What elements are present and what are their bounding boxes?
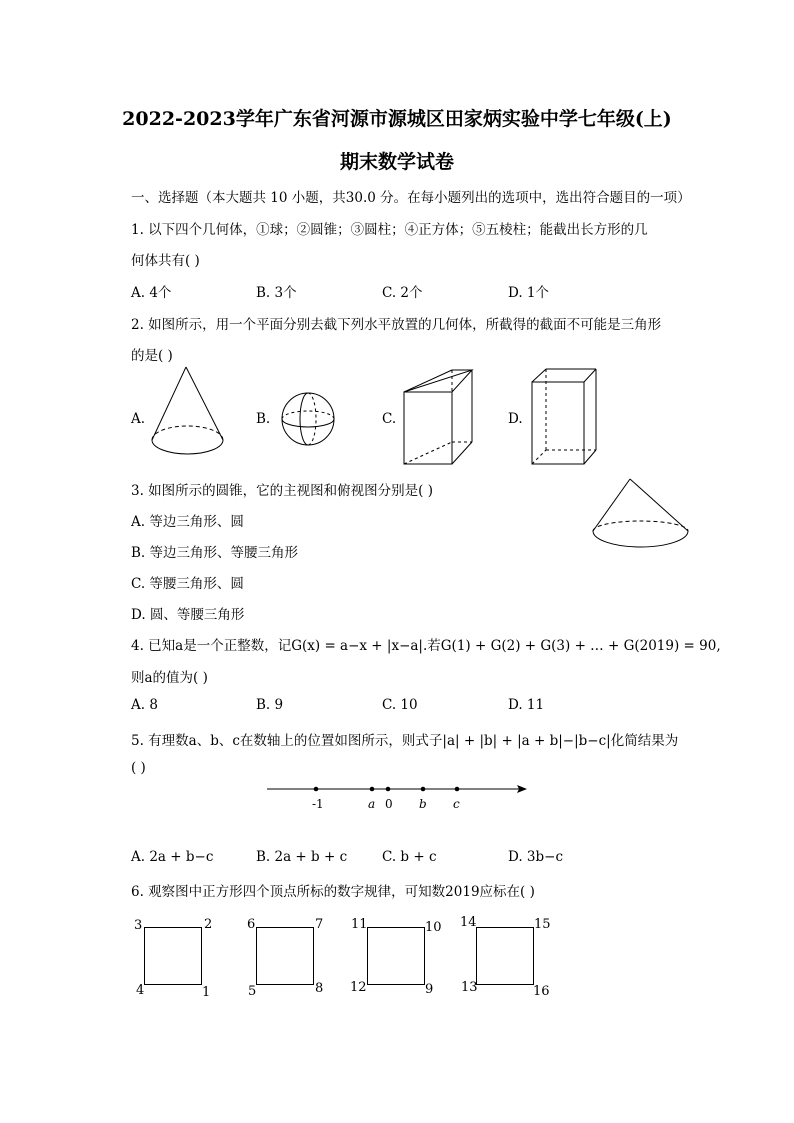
- square-1: [144, 927, 202, 985]
- q4-stem-line1: 4. 已知a是一个正整数，记G(x) = a−x + |x−a|.若G(1) + G(2) + G(3) + … + G(2019) = 90,: [131, 638, 721, 654]
- square-3-br: 9: [425, 982, 434, 997]
- square-1-tr: 2: [204, 917, 213, 932]
- q4-option-d: D. 11: [508, 697, 545, 713]
- q5-option-b: B. 2a + b + c: [256, 849, 348, 865]
- point-neg1: [314, 787, 319, 792]
- square-1-bl: 4: [136, 983, 145, 998]
- q2-stem-line1: 2. 如图所示，用一个平面分别去截下列水平放置的几何体，所截得的截面不可能是三角形: [131, 317, 662, 333]
- q5-option-a: A. 2a + b−c: [131, 849, 214, 865]
- square-2: [256, 927, 314, 985]
- square-2-bl: 5: [248, 984, 257, 999]
- q1-stem-line1: 1. 以下四个几何体，①球；②圆锥；③圆柱；④正方体；⑤五棱柱；能截出长方形的几: [131, 222, 648, 238]
- page-subtitle: 期末数学试卷: [339, 151, 454, 173]
- q3-option-c: C. 等腰三角形、圆: [131, 576, 244, 592]
- triangular-prism-figure: [400, 366, 480, 470]
- axis-label-b: b: [419, 797, 427, 811]
- point-a: [370, 787, 375, 792]
- square-4-br: 16: [533, 984, 550, 999]
- q5-stem-line2: ( ): [131, 760, 146, 776]
- q3-stem: 3. 如图所示的圆锥，它的主视图和俯视图分别是( ): [131, 483, 433, 499]
- q2-label-c: C.: [382, 411, 397, 427]
- q5-option-c: C. b + c: [382, 849, 437, 865]
- square-4-tl: 14: [460, 915, 477, 930]
- axis-label-a: a: [368, 797, 376, 811]
- q2-label-b: B.: [256, 411, 271, 427]
- q2-stem-line2: 的是( ): [131, 348, 173, 364]
- point-c: [455, 787, 460, 792]
- page-title: 2022-2023学年广东省河源市源城区田家炳实验中学七年级(上): [122, 108, 672, 130]
- q1-option-a: A. 4个: [131, 285, 172, 301]
- point-b: [421, 787, 426, 792]
- q3-option-d: D. 圆、等腰三角形: [131, 607, 245, 623]
- square-2-br: 8: [315, 981, 324, 996]
- q1-option-d: D. 1个: [508, 285, 550, 301]
- q5-option-d: D. 3b−c: [508, 849, 564, 865]
- point-0: [386, 787, 391, 792]
- q3-option-b: B. 等边三角形、等腰三角形: [131, 545, 299, 561]
- axis-label-c: c: [453, 797, 460, 811]
- q1-option-b: B. 3个: [256, 285, 297, 301]
- square-3-tr: 10: [425, 920, 442, 935]
- cuboid-figure: [528, 366, 600, 468]
- square-2-tl: 6: [247, 917, 256, 932]
- q4-option-a: A. 8: [131, 697, 158, 713]
- q2-label-a: A.: [131, 411, 146, 427]
- q4-option-b: B. 9: [256, 697, 284, 713]
- cone-figure: [148, 364, 228, 460]
- axis-label-neg1: -1: [312, 797, 324, 811]
- section-heading: 一、选择题（本大题共 10 小题，共30.0 分。在每小题列出的选项中，选出符合题目的一项）: [131, 190, 691, 206]
- sphere-figure: [279, 390, 339, 450]
- square-3-tl: 11: [351, 917, 368, 932]
- q3-cone-figure: [590, 476, 700, 552]
- q4-option-c: C. 10: [382, 697, 418, 713]
- q2-label-d: D.: [508, 411, 523, 427]
- q1-stem-line2: 何体共有( ): [131, 253, 200, 269]
- square-4-tr: 15: [534, 917, 551, 932]
- q4-stem-line2: 则a的值为( ): [131, 670, 208, 686]
- q3-option-a: A. 等边三角形、圆: [131, 514, 244, 530]
- square-4-bl: 13: [461, 980, 478, 995]
- number-line: [265, 780, 535, 816]
- square-1-br: 1: [202, 985, 211, 1000]
- square-2-tr: 7: [315, 917, 324, 932]
- axis-label-0: 0: [385, 797, 393, 811]
- square-3: [367, 927, 425, 985]
- square-1-tl: 3: [134, 918, 143, 933]
- square-4: [476, 927, 534, 985]
- q6-stem: 6. 观察图中正方形四个顶点所标的数字规律，可知数2019应标在( ): [131, 884, 535, 900]
- square-3-bl: 12: [350, 980, 367, 995]
- q5-stem-line1: 5. 有理数a、b、c在数轴上的位置如图所示，则式子|a| + |b| + |a + b|−|b−c|化简结果为: [131, 733, 679, 749]
- q1-option-c: C. 2个: [382, 285, 423, 301]
